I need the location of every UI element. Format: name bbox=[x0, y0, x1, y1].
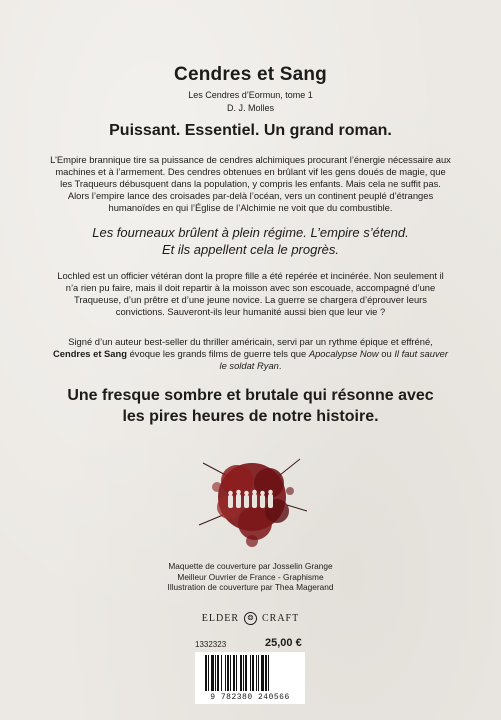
barcode-bar bbox=[233, 655, 235, 691]
barcode-bar bbox=[256, 655, 257, 691]
ink-splash-illustration bbox=[195, 445, 310, 555]
product-code: 1332323 bbox=[195, 640, 227, 649]
barcode-bar bbox=[208, 655, 209, 691]
barcode-bar bbox=[215, 655, 216, 691]
blurb-paragraph-1: L’Empire brannique tire sa puissance de cendres alchimiques procurant l’énergie nécessaire aux machines et à l’armement. Des cendres obtenues en brûlant vif les gens doués de magie, que les Traqueurs débusquent dans la population, y compris les enfants. Mais cela ne suffit pas. Alors l’empire lance des croisades par-delà l’océan, vers un continent peuplé d’étranges humanoïdes en qui l’Église de l’Alchimie ne voit que du combustible. bbox=[50, 154, 451, 213]
barcode-bar bbox=[261, 655, 264, 691]
barcode-bar bbox=[230, 655, 231, 691]
blurb-paragraph-2: Lochled est un officier vétéran dont la propre fille a été repérée et incinérée. Non seulement il n’a rien pu faire, mais il doit repartir à la moisson avec son escouade, accompagné d’une Traqueuse, d’un prêtre et d’une jeune novice. La guerre se chargera d’éprouver leurs convictions. Sauveront-ils leur humanité aussi bien que leur vie ? bbox=[57, 270, 444, 317]
barcode-bar bbox=[258, 655, 259, 691]
credit-line-3: Illustration de couverture par Thea Magerand bbox=[167, 582, 334, 592]
barcode-bar bbox=[236, 655, 237, 691]
p3-film-1: Apocalypse Now bbox=[308, 348, 379, 359]
ouroboros-circle-icon: ❂ bbox=[244, 612, 257, 625]
publisher-left: ELDER bbox=[201, 612, 239, 624]
barcode-bar bbox=[250, 655, 251, 691]
barcode-bar bbox=[252, 655, 254, 691]
price: 25,00 € bbox=[265, 637, 302, 649]
p3-start: Signé d’un auteur best-seller du thriller américain, servi par un rythme épique et effréné, bbox=[68, 336, 433, 347]
credits bbox=[0, 561, 501, 593]
barcode-bar bbox=[217, 655, 219, 691]
headline-line-2: les pires heures de notre histoire. bbox=[122, 408, 379, 425]
publisher-logo bbox=[0, 612, 501, 625]
credit-line-1: Maquette de couverture par Josselin Grange bbox=[168, 561, 333, 571]
blurb-italic-quote bbox=[40, 224, 461, 258]
italic-line-2: Et ils appellent cela le progrès. bbox=[161, 242, 340, 257]
book-title: Cendres et Sang bbox=[174, 64, 327, 85]
p3-or: ou bbox=[378, 348, 395, 359]
isbn-barcode bbox=[195, 652, 305, 704]
barcode-bars-icon bbox=[203, 655, 297, 693]
p3-end: . bbox=[278, 360, 282, 371]
barcode-bar bbox=[221, 655, 222, 691]
headline-line-1: Une fresque sombre et brutale qui résonne avec bbox=[67, 387, 434, 404]
barcode-bar bbox=[265, 655, 267, 691]
barcode-bar bbox=[225, 655, 226, 691]
barcode-bar bbox=[205, 655, 207, 691]
italic-line-1: Les fourneaux brûlent à plein régime. L’empire s’étend. bbox=[92, 225, 409, 240]
credit-line-2: Meilleur Ouvrier de France - Graphisme bbox=[177, 571, 324, 582]
series-subtitle: Les Cendres d’Eormun, tome 1 bbox=[188, 90, 313, 100]
barcode-bar bbox=[240, 655, 242, 691]
p3-title-bold: Cendres et Sang bbox=[52, 348, 127, 359]
p3-film-2: Il faut sauver le soldat Ryan bbox=[219, 348, 448, 371]
author-name: D. J. Molles bbox=[226, 103, 274, 113]
blurb-paragraph-3 bbox=[50, 336, 451, 372]
tagline: Puissant. Essentiel. Un grand roman. bbox=[109, 122, 392, 139]
publisher-right: CRAFT bbox=[261, 612, 300, 624]
barcode-bar bbox=[268, 655, 269, 691]
isbn-digits: 9 782380 240566 bbox=[210, 693, 290, 702]
cover-art bbox=[195, 445, 310, 555]
barcode-bar bbox=[211, 655, 214, 691]
barcode-bar bbox=[245, 655, 247, 691]
closing-headline bbox=[30, 385, 471, 427]
barcode-bar bbox=[243, 655, 244, 691]
p3-mid: évoque les grands films de guerre tels que bbox=[126, 348, 309, 359]
barcode-bar bbox=[227, 655, 229, 691]
